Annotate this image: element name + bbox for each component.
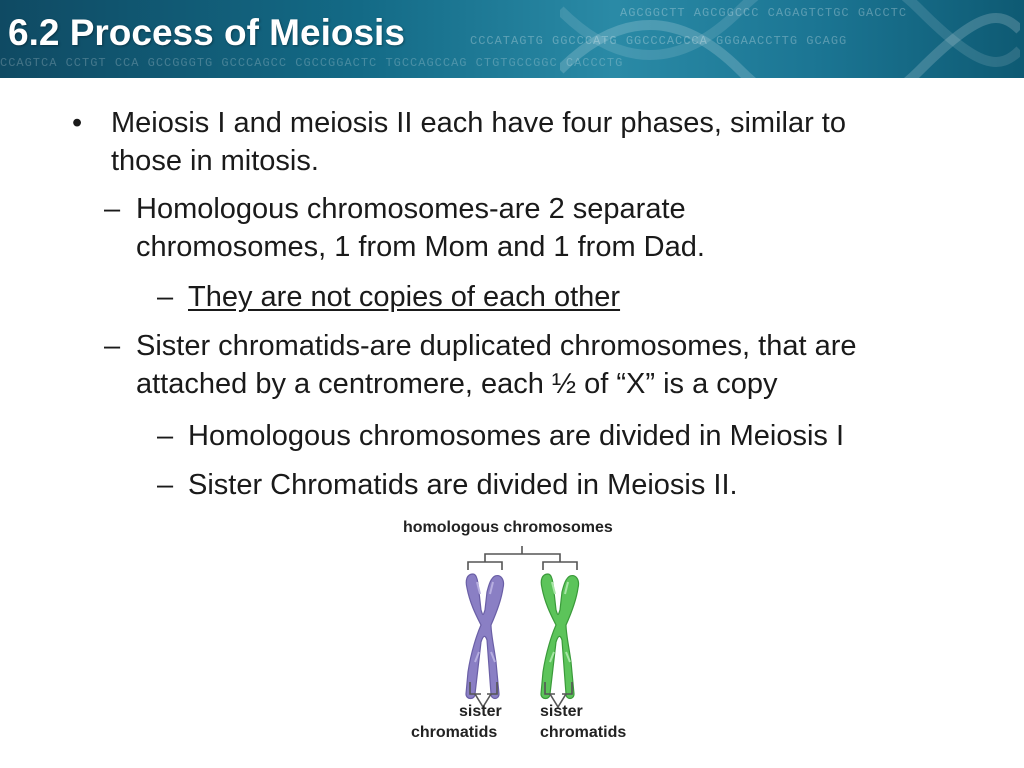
- subsubbullet-meiosis-2: Sister Chromatids are divided in Meiosis II.: [188, 469, 738, 501]
- subsubbullet-meiosis-1: Homologous chromosomes are divided in Meiosis I: [188, 420, 845, 452]
- subbullet-2-line-1: Sister chromatids-are duplicated chromosomes, that are: [136, 330, 857, 362]
- chromosome-diagram: [395, 512, 655, 752]
- title-banner: [0, 0, 1024, 78]
- subbullet-2-line-2: attached by a centromere, each ½ of “X” is a copy: [136, 368, 778, 400]
- subsubbullet-not-copies: They are not copies of each other: [188, 281, 621, 313]
- banner-sequence-row-2: CCCATAGTG GGCCCATG GGCCCACCCA GGGAACCTTG GCAGG: [470, 34, 848, 48]
- slide-title: 6.2 Process of Meiosis: [8, 12, 405, 53]
- dash-marker: –: [104, 193, 121, 225]
- bullet-marker: •: [72, 107, 83, 139]
- subbullet-1-line-2: chromosomes, 1 from Mom and 1 from Dad.: [136, 231, 705, 263]
- chromosome-illustration: [395, 512, 655, 752]
- banner-sequence-row-3: CCAGTCA CCTGT CCA GCCGGGTG GCCCAGCC CGCCGGACTC TGCCAGCCAG CTGTGCCGGC CACCCTG: [0, 56, 624, 70]
- bullet-1-line-2: those in mitosis.: [111, 145, 319, 177]
- top-bracket: [468, 546, 577, 570]
- dash-marker: –: [157, 281, 174, 313]
- dash-marker: –: [104, 330, 121, 362]
- chromatids-label-left: chromatids: [411, 724, 498, 741]
- dash-marker: –: [157, 469, 174, 501]
- chromatids-label-right: chromatids: [540, 724, 627, 741]
- sister-label-left: sister: [459, 703, 502, 720]
- dash-marker: –: [157, 420, 174, 452]
- sister-label-right: sister: [540, 703, 583, 720]
- green-chromosome-icon: [541, 574, 579, 699]
- purple-chromosome-icon: [466, 574, 504, 699]
- homologous-chromosomes-label: homologous chromosomes: [403, 519, 613, 536]
- bullet-1-line-1: Meiosis I and meiosis II each have four phases, similar to: [111, 107, 846, 139]
- banner-sequence-row-1: AGCGGCTT AGCGGCCC CAGAGTCTGC GACCTC: [620, 6, 908, 20]
- subbullet-1-line-1: Homologous chromosomes-are 2 separate: [136, 193, 686, 225]
